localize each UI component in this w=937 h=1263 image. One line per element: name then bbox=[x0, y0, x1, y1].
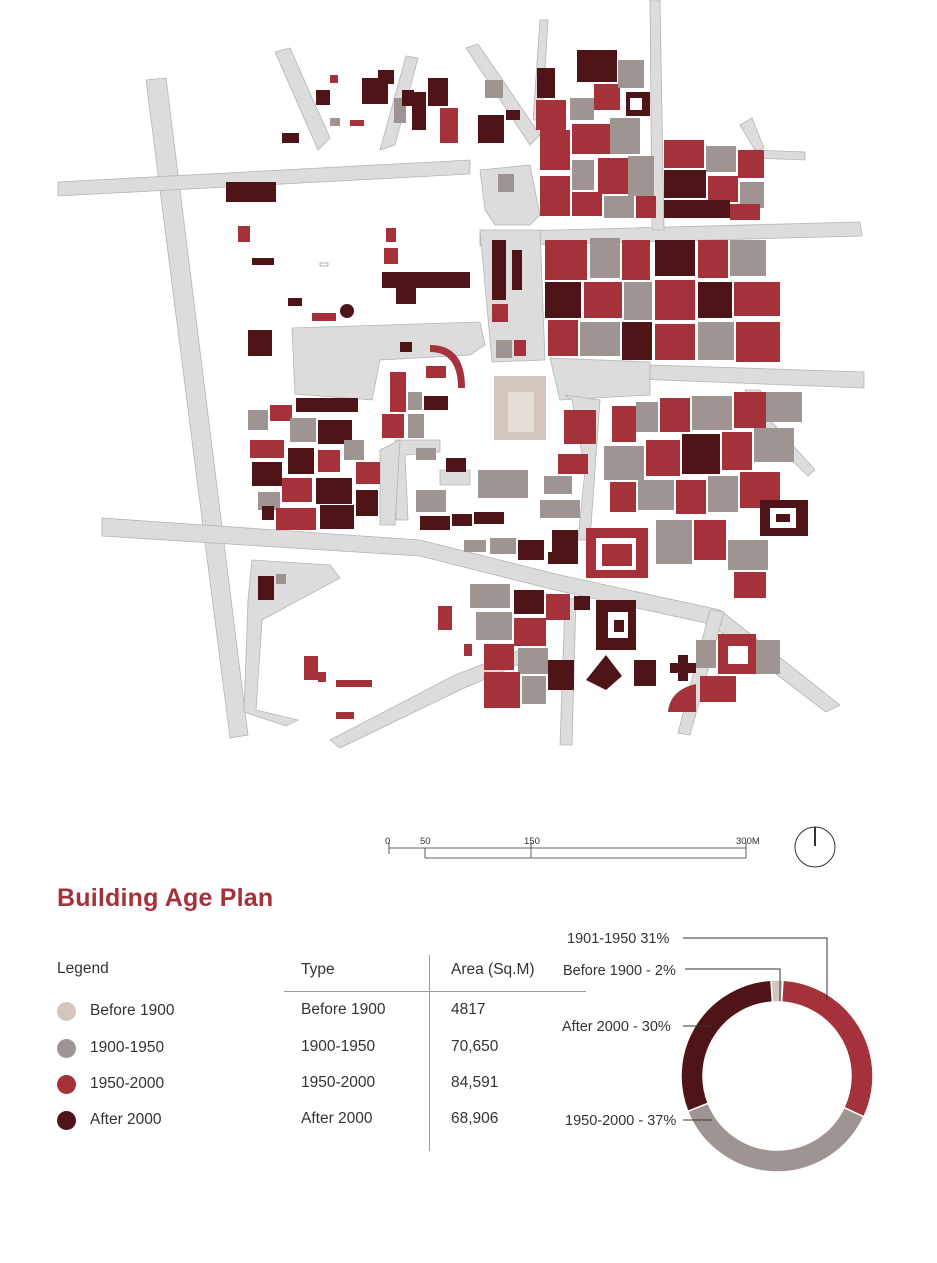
table-cell-type: Before 1900 bbox=[301, 1001, 386, 1018]
table-header-area: Area (Sq.M) bbox=[451, 961, 535, 978]
donut-slice-3 bbox=[681, 980, 772, 1111]
north-arrow-icon bbox=[790, 822, 840, 872]
table-header-rule bbox=[284, 991, 586, 992]
table-column-rule bbox=[429, 955, 430, 1151]
legend-swatch bbox=[57, 1039, 76, 1058]
legend-swatch bbox=[57, 1002, 76, 1021]
scale-bar bbox=[380, 828, 800, 868]
table-cell-area: 84,591 bbox=[451, 1074, 499, 1091]
table-cell-area: 68,906 bbox=[451, 1110, 499, 1127]
table-cell-area: 4817 bbox=[451, 1001, 486, 1018]
scale-tick-50: 50 bbox=[420, 836, 431, 847]
donut-label-1901-1950: 1901-1950 31% bbox=[567, 931, 670, 947]
legend-item-1900-1950 bbox=[57, 1036, 164, 1060]
table-cell-type: After 2000 bbox=[301, 1110, 373, 1127]
legend-heading: Legend bbox=[57, 960, 109, 977]
legend-swatch bbox=[57, 1075, 76, 1094]
scale-tick-0: 0 bbox=[385, 836, 391, 847]
table-cell-type: 1950-2000 bbox=[301, 1074, 376, 1091]
page-title: Building Age Plan bbox=[57, 884, 274, 912]
table-cell-type: 1900-1950 bbox=[301, 1038, 376, 1055]
legend-label: 1900-1950 bbox=[90, 1039, 165, 1056]
legend-label: After 2000 bbox=[90, 1111, 162, 1128]
legend-swatch bbox=[57, 1111, 76, 1130]
scale-tick-300m: 300M bbox=[736, 836, 760, 847]
table-header-type: Type bbox=[301, 961, 335, 978]
legend-item-before-1900 bbox=[57, 999, 174, 1023]
table-cell-area: 70,650 bbox=[451, 1038, 499, 1055]
donut-label-before-1900: Before 1900 - 2% bbox=[563, 963, 676, 979]
legend-item-after-2000 bbox=[57, 1108, 162, 1132]
legend-label: Before 1900 bbox=[90, 1002, 175, 1019]
legend-label: 1950-2000 bbox=[90, 1075, 165, 1092]
building-age-donut-chart bbox=[555, 925, 895, 1185]
legend-item-1950-2000 bbox=[57, 1072, 164, 1096]
donut-slice-1 bbox=[782, 980, 873, 1117]
donut-slice-2 bbox=[688, 1103, 864, 1172]
scale-tick-150: 150 bbox=[524, 836, 540, 847]
donut-label-after-2000: After 2000 - 30% bbox=[562, 1019, 671, 1035]
donut-label-1950-2000: 1950-2000 - 37% bbox=[565, 1113, 677, 1129]
